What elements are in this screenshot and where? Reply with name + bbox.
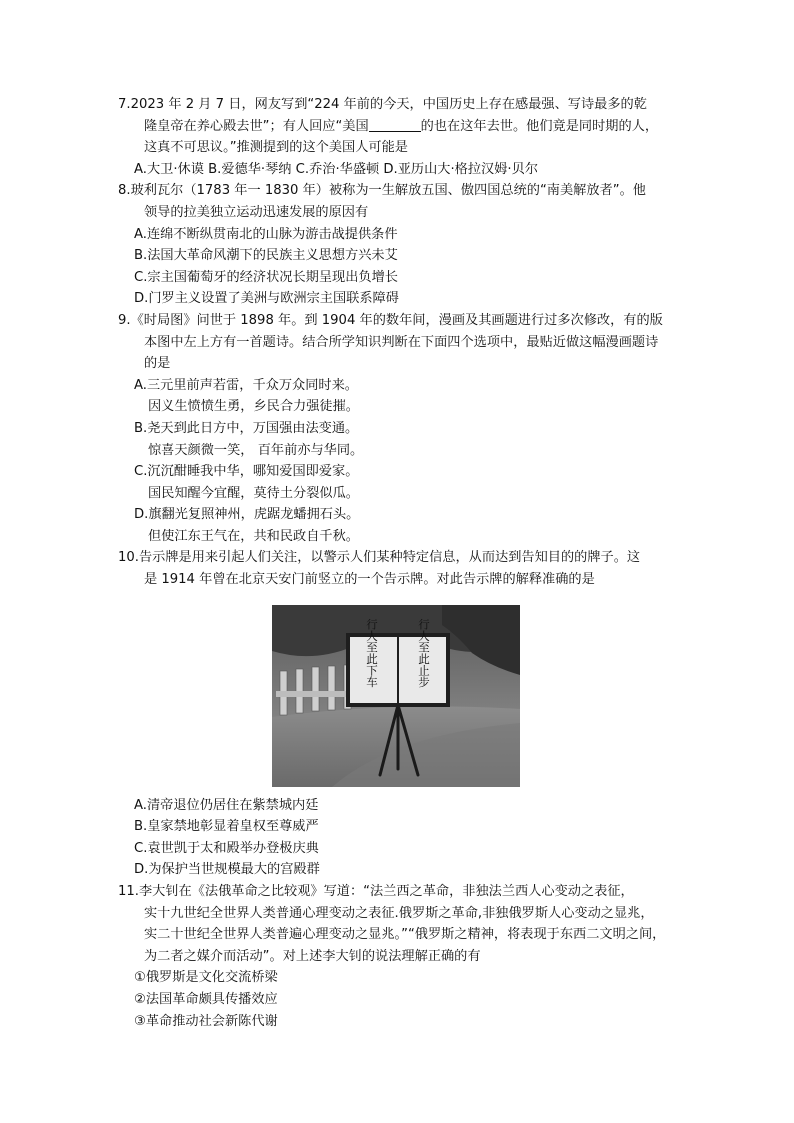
q7-line-2a: 隆皇帝在养心殿去世”；有人回应“美国 (144, 118, 369, 134)
q7-answer-blank (369, 117, 421, 132)
q9-option-b-1: B.尧天到此日方中，万国强由法变通。 (134, 420, 359, 436)
q11-line-2: 实十九世纪全世界人类普通心理变动之表征.俄罗斯之革命,非独俄罗斯人心变动之显兆， (144, 905, 654, 921)
sign-text-left: 行人至此下车 (365, 618, 379, 688)
q11-item-2: ②法国革命颇具传播效应 (134, 992, 278, 1007)
q9-option-a-2: 因义生愤愤生勇，乡民合力强徒摧。 (148, 399, 359, 415)
q8-option-a: A.连绵不断纵贯南北的山脉为游击战提供条件 (134, 226, 398, 242)
q8-option-d: D.门罗主义设置了美洲与欧洲宗主国联系障碍 (134, 291, 399, 307)
sign-text-right: 行人至此止步 (417, 618, 431, 688)
q10-option-c: C.袁世凯于太和殿举办登极庆典 (134, 840, 319, 856)
q8-line-1: 8.玻利瓦尔（1783 年一 1830 年）被称为一生解放五国、傲四国总统的“南美解放者”。他 (118, 183, 646, 199)
q8-line-2: 领导的拉美独立运动迅速发展的原因有 (144, 204, 369, 220)
q7-line-1: 7.2023 年 2 月 7 日，网友写到“224 年前的今天，中国历史上存在感最强、写诗最多的乾 (118, 97, 647, 112)
q11-line-3: 实二十世纪全世界人类普遍心理变动之显兆。”“俄罗斯之精神，将表现于东西二文明之间， (144, 927, 666, 943)
q8-option-b: B.法国大革命风潮下的民族主义思想方兴未艾 (134, 248, 398, 264)
q10-line-1: 10.告示牌是用来引起人们关注，以警示人们某种特定信息，从而达到告知目的的牌子。这 (118, 550, 641, 566)
notice-board-photo (272, 605, 520, 787)
question-10 (118, 547, 708, 881)
q9-line-2: 本图中左上方有一首题诗。结合所学知识判断在下面四个选项中，最贴近做这幅漫画题诗 (144, 334, 659, 350)
q11-line-1: 11.李大钊在《法俄革命之比较观》写道：“法兰西之革命，非独法兰西人心变动之表征， (118, 884, 634, 900)
q7-line-3: 这真不可思议。”推测提到的这个美国人可能是 (144, 140, 408, 156)
q10-option-d: D.为保护当世规模最大的宫殿群 (134, 862, 320, 878)
question-7 (118, 94, 708, 180)
q9-option-d-1: D.旗翻光复照神州，虎踞龙蟠拥石头。 (134, 507, 360, 523)
q9-line-3: 的是 (144, 356, 171, 372)
q9-option-d-2: 但使江东王气在，共和民政自千秋。 (148, 528, 359, 544)
q8-option-c: C.宗主国葡萄牙的经济状况长期呈现出负增长 (134, 269, 398, 285)
notice-board-image (272, 605, 520, 787)
q9-option-a-1: A.三元里前声若雷，千众万众同时来。 (134, 377, 358, 393)
q10-option-b: B.皇家禁地彰显着皇权至尊威严 (134, 819, 319, 835)
q9-line-1: 9.《时局图》问世于 1898 年。到 1904 年的数年间，漫画及其画题进行过多次修改，有的版 (118, 312, 663, 328)
q7-options: A.大卫·休谟 B.爱德华·琴纳 C.乔治·华盛顿 D.亚历山大·格拉汉姆·贝尔 (134, 161, 538, 177)
q7-line-2b: 的也在这年去世。他们竟是同时期的人， (420, 118, 659, 134)
q9-option-c-1: C.沉沉酣睡我中华，哪知爱国即爱家。 (134, 464, 359, 480)
question-11 (118, 881, 708, 1032)
q11-item-1: ①俄罗斯是文化交流桥梁 (134, 970, 278, 986)
q7-line-2 (118, 116, 708, 138)
question-9 (118, 310, 708, 548)
q11-item-3: ③革命推动社会新陈代谢 (134, 1013, 278, 1029)
exam-page (118, 94, 708, 1032)
q10-line-2: 是 1914 年曾在北京天安门前竖立的一个告示牌。对此告示牌的解释准确的是 (144, 572, 595, 588)
question-8 (118, 180, 708, 310)
q10-option-a: A.清帝退位仍居住在紫禁城内廷 (134, 797, 319, 813)
q9-option-b-2: 惊喜天颜微一笑， 百年前亦与华同。 (148, 442, 364, 458)
q11-line-4: 为二者之媒介而活动”。对上述李大钊的说法理解正确的有 (144, 948, 481, 964)
q9-option-c-2: 国民知醒今宜醒，莫待土分裂似瓜。 (148, 485, 359, 501)
